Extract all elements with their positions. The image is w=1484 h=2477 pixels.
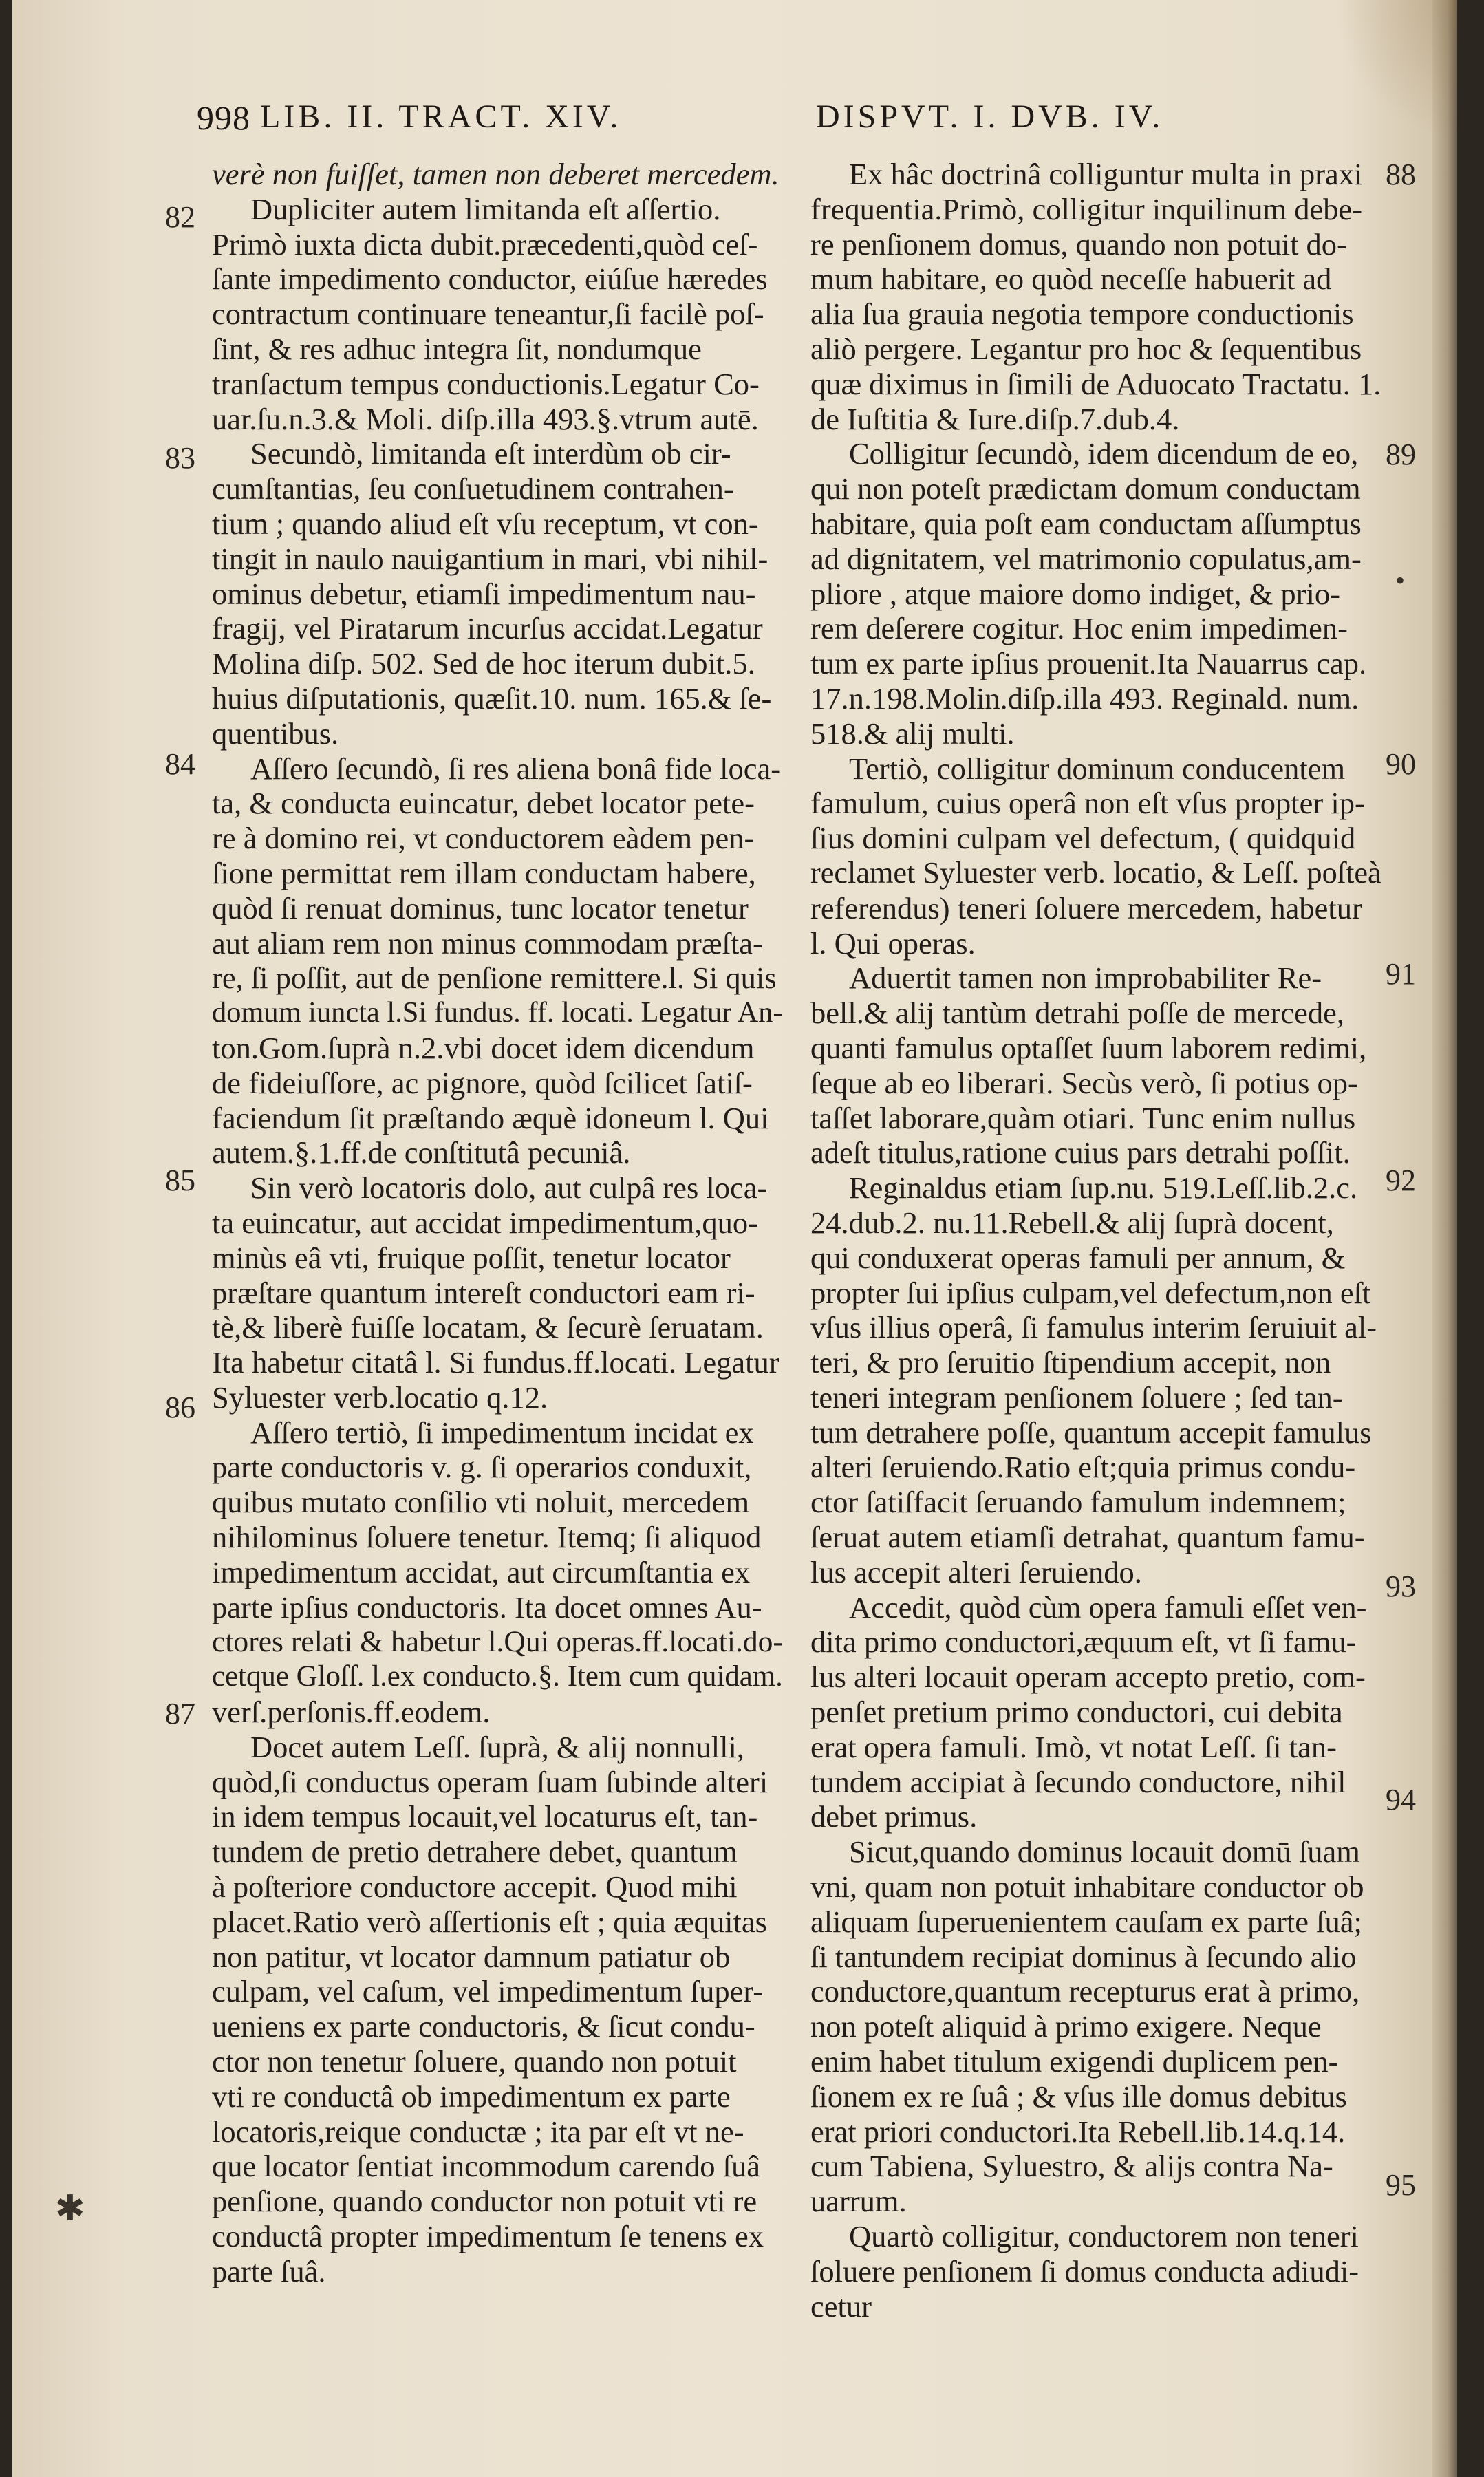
text-line: penſione, quando conductor non potuit vti re — [212, 2184, 757, 2219]
text-line: frequentia.Primò, colligitur inquilinum debe- — [810, 191, 1363, 226]
text-line: aliquam ſuperuenientem cauſam ex parte ſuâ; — [810, 1904, 1362, 1939]
text-line: debet primus. — [810, 1799, 978, 1834]
text-line: re penſionem domus, quando non potuit do- — [810, 226, 1347, 261]
text-line: cumſtantias, ſeu conſuetudinem contrahen- — [212, 471, 734, 506]
text-line: cetque Gloſſ. l.ex conducto.§. Item cum quidam. — [212, 1660, 783, 1693]
text-line: ſionem ex re ſuâ ; & vſus ille domus debitus — [810, 2079, 1347, 2114]
text-line: Primò iuxta dicta dubit.præcedenti,quòd ceſ- — [212, 226, 758, 261]
text-line: uar.ſu.n.3.& Moli. diſp.illa 493.§.vtrum autē. — [212, 401, 759, 436]
text-line: Accedit, quòd cùm opera famuli eſſet ven- — [849, 1589, 1367, 1624]
text-line: parte ſuâ. — [212, 2253, 326, 2288]
text-line: alia ſua grauia negotia tempore conductionis — [810, 297, 1354, 332]
text-line: que locator ſentiat incommodum carendo ſuâ — [212, 2149, 761, 2184]
text-line: cetur — [810, 2288, 872, 2324]
text-line: Docet autem Leſſ. ſuprà, & alij nonnulli, — [250, 1729, 744, 1764]
text-line: uarrum. — [810, 2184, 907, 2219]
text-line: referendus) teneri ſoluere mercedem, habetur — [810, 890, 1362, 925]
text-line: Secundò, limitanda eſt interdùm ob cir- — [250, 436, 731, 471]
margin-number: 91 — [1386, 957, 1416, 991]
text-line: 24.dub.2. nu.11.Rebell.& alij ſuprà docent, — [810, 1205, 1334, 1240]
text-line: erat priori conductori.Ita Rebell.lib.14.q.14. — [810, 2114, 1346, 2149]
text-line: autem.§.1.ff.de conſtitutâ pecuniâ. — [212, 1135, 631, 1170]
text-line: ſeruat autem etiamſi detrahat, quantum famu- — [810, 1520, 1365, 1555]
page-edge — [1432, 0, 1457, 2477]
text-line: alteri ſeruiendo.Ratio eſt;quia primus condu- — [810, 1450, 1356, 1485]
text-line: tum detrahere poſſe, quantum accepit famulus — [810, 1415, 1372, 1450]
text-line: 518.& alij multi. — [810, 716, 1015, 751]
text-line: à poſteriore conductore accepit. Quod mihi — [212, 1869, 738, 1905]
text-line: conductore,quantum recepturus erat à primo, — [810, 1974, 1360, 2009]
margin-number: 86 — [165, 1391, 195, 1424]
text-line: 17.n.198.Molin.diſp.illa 493. Reginald. num. — [810, 680, 1359, 716]
text-line: quanti famulus optaſſet ſuum laborem redimi, — [810, 1030, 1367, 1065]
margin-number: 95 — [1386, 2168, 1416, 2202]
text-line: qui non poteſt prædictam domum conductam — [810, 471, 1361, 506]
margin-number: 83 — [165, 441, 195, 475]
text-line: ſione permittat rem illam conductam habere, — [212, 855, 756, 890]
text-line: ta euincatur, aut accidat impedimentum,quo- — [212, 1205, 758, 1240]
text-line: ſi tantundem recipiat dominus à ſecundo alio — [810, 1939, 1357, 1974]
text-line: ctor non tenetur ſoluere, quando non potuit — [212, 2044, 737, 2079]
text-line: Syluester verb.locatio q.12. — [212, 1380, 548, 1415]
text-line: dita primo conductori,æquum eſt, vt ſi famu- — [810, 1624, 1357, 1660]
text-line: Molina diſp. 502. Sed de hoc iterum dubit.5. — [212, 646, 755, 681]
text-line: ueniens ex parte conductoris, & ſicut condu- — [212, 2009, 755, 2044]
right-column — [810, 157, 1381, 2324]
text-line: Ita habetur citatâ l. Si fundus.ff.locati. Legatur — [212, 1345, 779, 1380]
text-line: ta, & conducta euincatur, debet locator pete- — [212, 786, 755, 821]
text-line: habitare, quia poſt eam conductam aſſumptus — [810, 506, 1362, 541]
text-line: conductâ propter impedimentum ſe tenens ex — [212, 2219, 764, 2254]
text-line: verè non fuiſſet, tamen non deberet mercedem. — [212, 157, 779, 191]
text-line: non patitur, vt locator damnum patiatur ob — [212, 1939, 731, 1974]
text-line: Ex hâc doctrinâ colliguntur multa in praxi — [849, 157, 1363, 191]
text-line: placet.Ratio verò aſſertionis eſt ; quia æquitas — [212, 1904, 767, 1939]
text-line: aut aliam rem non minus commodam præſta- — [212, 925, 763, 961]
text-line: lus alteri locauit operam accepto pretio, com- — [810, 1660, 1366, 1695]
margin-number: 92 — [1386, 1164, 1416, 1197]
text-line: cum Tabiena, Syluestro, & alijs contra Na- — [810, 2149, 1333, 2184]
text-line: ſeque ab eo liberari. Secùs verò, ſi potius op- — [810, 1065, 1358, 1100]
text-line: erat opera famuli. Imò, vt notat Leſſ. ſi tan- — [810, 1729, 1337, 1764]
text-line: Dupliciter autem limitanda eſt aſſertio. — [250, 191, 721, 226]
text-line: teneri integram penſionem ſoluere ; ſed tan- — [810, 1380, 1343, 1415]
text-line: tè,& liberè fuiſſe locatam, & ſecurè ſeruatam. — [212, 1310, 764, 1345]
text-line: fragij, vel Piratarum incurſus accidat.Legatur — [212, 611, 763, 646]
text-line: Tertiò, colligitur dominum conducentem — [849, 751, 1346, 786]
text-line: lus accepit alteri ſeruiendo. — [810, 1554, 1142, 1589]
text-line: ctor ſatiſfacit ſeruando famulum indemnem; — [810, 1485, 1346, 1520]
margin-number: 94 — [1386, 1783, 1416, 1816]
text-line: impedimentum accidat, aut circumſtantia ex — [212, 1554, 751, 1589]
text-line: de Iuſtitia & Iure.diſp.7.dub.4. — [810, 401, 1180, 436]
text-line: de fideiuſſore, ac pignore, quòd ſcilicet ſatiſ- — [212, 1065, 753, 1100]
left-column — [212, 157, 783, 2289]
text-line: Aduertit tamen non improbabiliter Re- — [849, 961, 1322, 996]
margin-number: 93 — [1386, 1569, 1416, 1603]
text-line: bell.& alij tantùm detrahi poſſe de mercede, — [810, 996, 1344, 1031]
text-line: tium ; quando aliud eſt vſu receptum, vt con- — [212, 506, 759, 541]
text-line: tingit in naulo nauigantium in mari, vbi nihil- — [212, 541, 768, 576]
text-line: penſet pretium primo conductori, cui debita — [810, 1695, 1343, 1730]
text-line: teri, & pro ſeruitio ſtipendium accepit, non — [810, 1345, 1331, 1380]
text-line: Quartò colligitur, conductorem non teneri — [849, 2219, 1359, 2254]
text-line: præſtare quantum intereſt conductori eam ri- — [212, 1275, 755, 1310]
text-line: faciendum ſit præſtando æquè idoneum l. Qui — [212, 1100, 769, 1135]
text-line: ſoluere penſionem ſi domus conducta adiudi- — [810, 2253, 1359, 2288]
text-line: minùs eâ vti, fruique poſſit, tenetur locator — [212, 1240, 731, 1275]
text-line: tundem accipiat à ſecundo conductore, nihil — [810, 1764, 1346, 1799]
text-line: famulum, cuius operâ non eſt vſus propter ip- — [810, 786, 1365, 821]
book-page — [12, 0, 1457, 2477]
text-line: propter ſui ipſius culpam,vel defectum,non eſt — [810, 1275, 1371, 1310]
text-line: ſint, & res adhuc integra ſit, nondumque — [212, 331, 702, 366]
text-line: re, ſi poſſit, aut de penſione remittere.l. Si quis — [212, 961, 777, 996]
text-line: enim habet titulum exigendi duplicem pen- — [810, 2044, 1339, 2079]
text-line: ad dignitatem, vel matrimonio copulatus,am- — [810, 541, 1362, 576]
text-line: rem deſerere cogitur. Hoc enim impedimen- — [810, 611, 1348, 646]
text-line: ctores relati & habetur l.Qui operas.ff.locati.do- — [212, 1625, 783, 1659]
text-line: quæ diximus in ſimili de Aduocato Tractatu. 1. — [810, 366, 1381, 401]
margin-number: 85 — [165, 1164, 195, 1197]
text-line: ſante impedimento conductor, eiúſue hæredes — [212, 261, 768, 297]
text-line: quibus mutato conſilio vti noluit, mercedem — [212, 1485, 750, 1520]
text-line: ſius domini culpam vel defectum, ( quidquid — [810, 821, 1356, 856]
text-line: culpam, vel caſum, vel impedimentum ſuper- — [212, 1974, 764, 2009]
margin-number: 82 — [165, 200, 195, 234]
text-line: parte conductoris v. g. ſi operarios conduxit, — [212, 1450, 752, 1485]
text-line: Colligitur ſecundò, idem dicendum de eo, — [849, 436, 1359, 471]
text-line: l. Qui operas. — [810, 925, 976, 961]
text-line: ominus debetur, etiamſi impedimentum nau- — [212, 576, 756, 611]
text-line: quentibus. — [212, 716, 339, 751]
text-line: in idem tempus locauit,vel locaturus eſt, tan- — [212, 1799, 758, 1834]
running-title-left: LIB. II. TRACT. XIV. — [260, 98, 622, 135]
text-line: quòd ſi renuat dominus, tunc locator tenetur — [212, 890, 749, 925]
text-line: tranſactum tempus conductionis.Legatur Co- — [212, 366, 760, 401]
text-line: nihilominus ſoluere tenetur. Itemq; ſi aliquod — [212, 1520, 762, 1555]
text-line: taſſet laborare,quàm otiari. Tunc enim nullus — [810, 1100, 1356, 1135]
margin-number: 84 — [165, 747, 195, 781]
running-title-right: DISPVT. I. DVB. IV. — [816, 98, 1164, 135]
text-line: huius diſputationis, quæſit.10. num. 165.& ſe- — [212, 680, 772, 716]
text-line: Sin verò locatoris dolo, aut culpâ res loca- — [250, 1170, 768, 1205]
margin-number: 90 — [1386, 747, 1416, 781]
running-header — [197, 98, 1435, 146]
text-line: re à domino rei, vt conductorem eàdem pen- — [212, 821, 755, 856]
text-line: pliore , atque maiore domo indiget, & prio- — [810, 576, 1340, 611]
text-line: non poteſt aliquid à primo exigere. Neque — [810, 2009, 1322, 2044]
text-line: aliò pergere. Legantur pro hoc & ſequentibus — [810, 331, 1362, 366]
margin-dot-mark: • — [1395, 565, 1406, 596]
text-line: domum iuncta l.Si fundus. ff. locati. Legatur An- — [212, 996, 783, 1029]
ink-blot-mark: ✱ — [55, 2189, 85, 2229]
text-line: locatoris,reique conductæ ; ita par eſt vt ne- — [212, 2114, 744, 2149]
text-line: Sicut,quando dominus locauit domū ſuam — [849, 1834, 1360, 1869]
text-line: tum ex parte ipſius prouenit.Ita Nauarrus cap. — [810, 646, 1367, 681]
text-line: reclamet Syluester verb. locatio, & Leſſ. poſteà — [810, 855, 1381, 890]
page-number: 998 — [197, 98, 250, 137]
text-line: ton.Gom.ſuprà n.2.vbi docet idem dicendum — [212, 1030, 755, 1065]
text-line: mum habitare, eo quòd neceſſe habuerit ad — [810, 261, 1332, 297]
text-line: tundem de pretio detrahere debet, quantum — [212, 1834, 738, 1869]
margin-number: 89 — [1386, 438, 1416, 471]
text-line: quòd,ſi conductus operam ſuam ſubinde alteri — [212, 1764, 768, 1799]
text-line: vſus illius operâ, ſi famulus interim ſeruiuit al- — [810, 1310, 1377, 1345]
text-line: parte ipſius conductoris. Ita docet omnes Au- — [212, 1589, 762, 1624]
text-line: Aſſero ſecundò, ſi res aliena bonâ fide loca- — [250, 751, 782, 786]
text-line: qui conduxerat operas famuli per annum, & — [810, 1240, 1346, 1275]
text-line: adeſt titulus,ratione cuius pars detrahi poſſit. — [810, 1135, 1351, 1170]
margin-number: 88 — [1386, 158, 1416, 191]
margin-number: 87 — [165, 1697, 195, 1730]
text-line: verſ.perſonis.ff.eodem. — [212, 1695, 491, 1730]
text-line: contractum continuare teneantur,ſi facilè poſ- — [212, 297, 764, 332]
text-line: Reginaldus etiam ſup.nu. 519.Leſſ.lib.2.c. — [849, 1170, 1358, 1205]
text-line: vti re conductâ ob impedimentum ex parte — [212, 2079, 731, 2114]
text-line: vni, quam non potuit inhabitare conductor ob — [810, 1869, 1364, 1905]
text-line: Aſſero tertiò, ſi impedimentum incidat ex — [250, 1415, 754, 1450]
